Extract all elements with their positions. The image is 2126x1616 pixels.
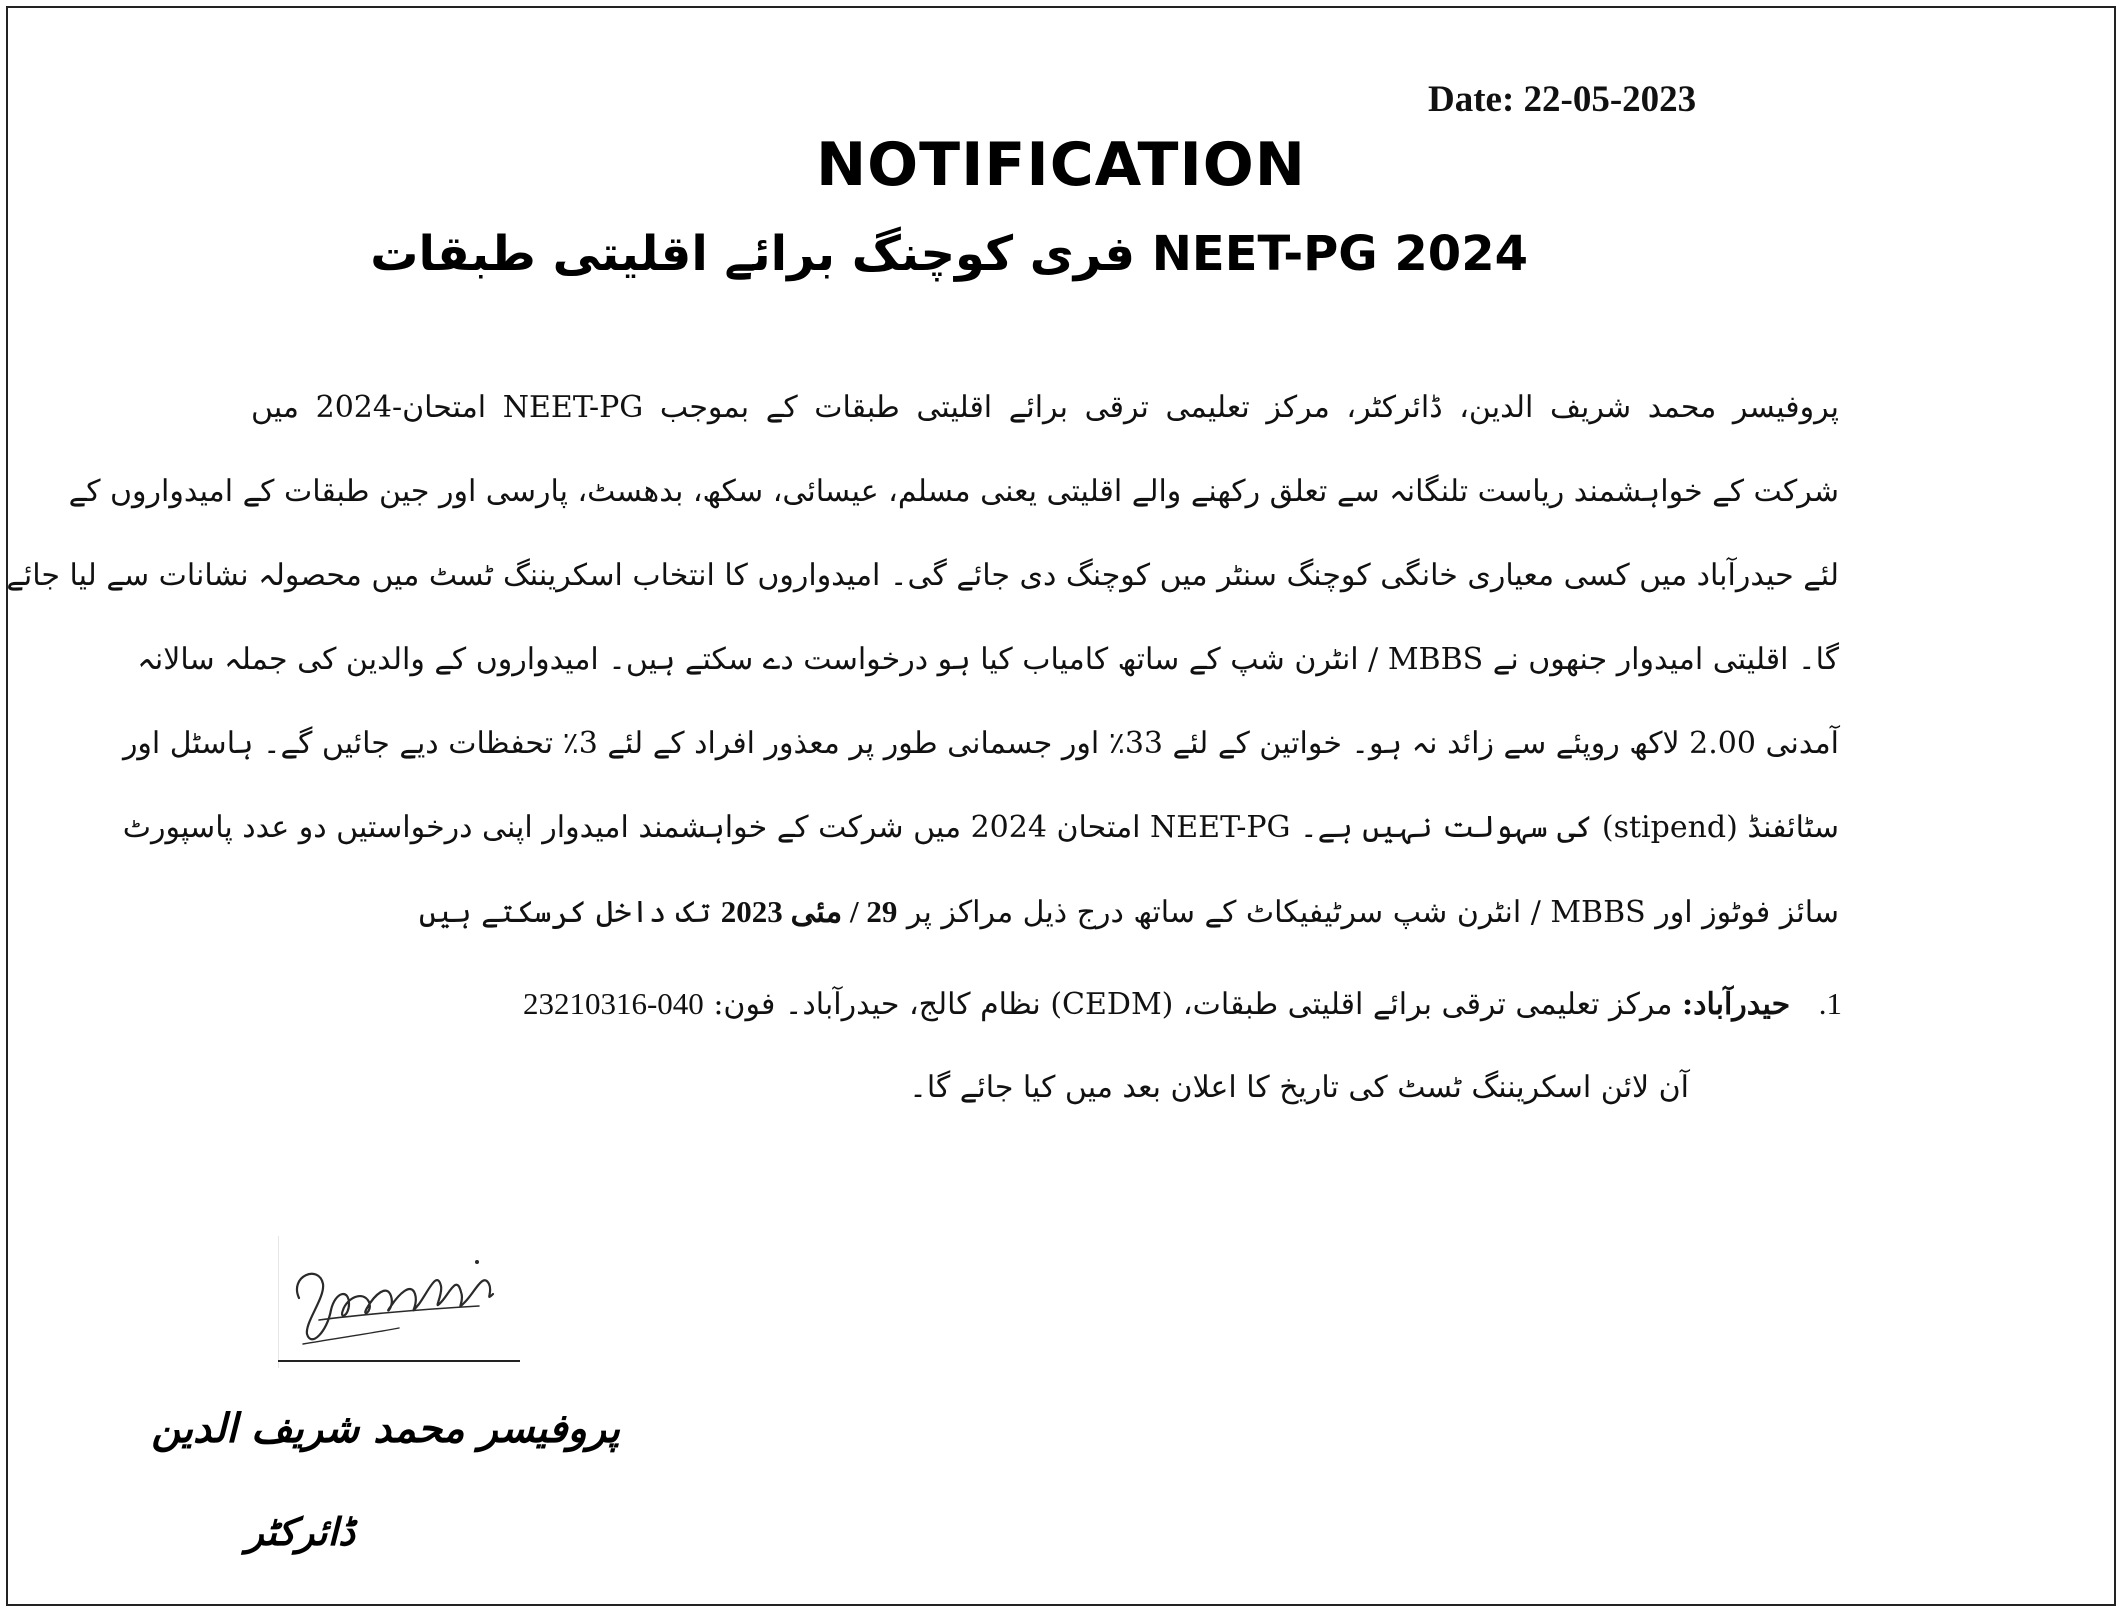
body-line: شرکت کے خواہشمند ریاست تلنگانہ سے تعلق رکھنے والے اقلیتی یعنی مسلم، عیسائی، سکھ، بدھسٹ، پارسی اور جین طبقات کے امیدواروں کے [68, 474, 1839, 509]
center-item [523, 986, 1842, 1022]
signature-line [278, 1360, 520, 1362]
signer-name: پروفیسر محمد شریف الدین [151, 1406, 620, 1452]
center-phone: 040-23210316 [522, 986, 704, 1021]
body-line: گا۔ اقلیتی امیدوار جنھوں نے MBBS / انٹرن شپ کے ساتھ کامیاب کیا ہو درخواست دے سکتے ہیں۔ امیدواروں کے والدین کی جملہ سالانہ [137, 642, 1839, 677]
notification-subtitle: NEET-PG 2024 فری کوچنگ برائے اقلیتی طبقات [370, 226, 1528, 282]
deadline-date: 29 / مئی 2023 [720, 894, 898, 929]
screening-announcement: آن لائن اسکریننگ ٹسٹ کی تاریخ کا اعلان بعد میں کیا جائے گا۔ [909, 1070, 1689, 1105]
notification-title: NOTIFICATION [815, 130, 1307, 200]
notification-page [6, 6, 2116, 1606]
body-line: لئے حیدرآباد میں کسی معیاری خانگی کوچنگ سنٹر میں کوچنگ دی جائے گی۔ امیدواروں کا انتخاب اسکریننگ ٹسٹ میں محصولہ نشانات سے لیا جائے [6, 558, 1839, 593]
handwritten-signature-icon [279, 1236, 521, 1368]
signature-image [278, 1236, 521, 1368]
center-number: 1. [1818, 986, 1842, 1021]
body-line-text: تک داخل کرسکتے ہیں [418, 895, 712, 930]
body-line-text: سائز فوٹوز اور MBBS / انٹرن شپ سرٹیفیکاٹ کے ساتھ درج ذیل مراکز پر [906, 895, 1839, 930]
body-line: سٹائفنڈ (stipend) کی سہولت نہیں ہے۔ NEET-PG امتحان 2024 میں شرکت کے خواہشمند امیدوار اپنی درخواستیں دو عدد پاسپورٹ [122, 810, 1839, 845]
signer-designation: ڈائرکٹر [245, 1510, 355, 1554]
notification-date: Date: 22-05-2023 [1428, 79, 1697, 120]
body-line: پروفیسر محمد شریف الدین، ڈائرکٹر، مرکز تعلیمی ترقی برائے اقلیتی طبقات کے بموجب NEET-PG امتحان-2024 میں [251, 390, 1840, 425]
center-city: حیدرآباد: [1682, 987, 1791, 1022]
body-line: آمدنی 2.00 لاکھ روپئے سے زائد نہ ہو۔ خواتین کے لئے 33٪ اور جسمانی طور پر معذور افراد کے لئے 3٪ تحفظات دیے جائیں گے۔ ہاسٹل اور [122, 726, 1839, 761]
body-line-deadline [419, 894, 1839, 930]
center-address: مرکز تعلیمی ترقی برائے اقلیتی طبقات، (CEDM) نظام کالج، حیدرآباد۔ فون: [713, 987, 1673, 1022]
